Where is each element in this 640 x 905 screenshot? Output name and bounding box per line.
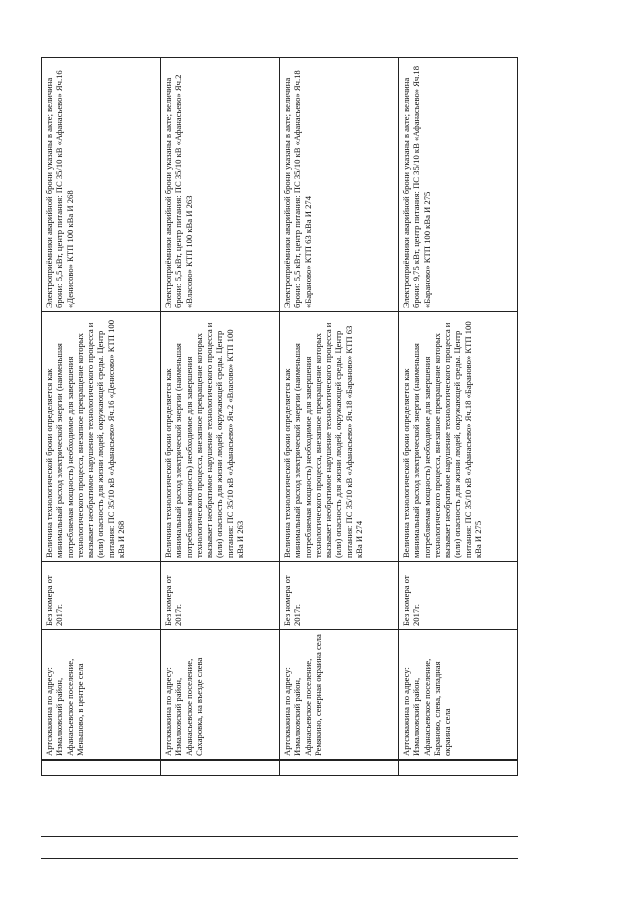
registration-cell: Без номера от 2017г. (280, 562, 399, 630)
emergency-reserve-cell: Электроприёмники аварийной брони указаны в акте; величина брони: 5,5 кВт, центр питания: ПС 35/10 кВ «Афанасьево» Яч.2 «Власово» КТП 100 кВа И 263 (161, 58, 280, 312)
tech-reserve-cell: Величина технологической брони определяется как минимальный расход электрической энергии (наименьшая потребляемая мощность) необходимое для завершения технологического процесса, внезапное прекращение которых вызывает необратимое нарушение технологического процесса и (или) опасность для жизни людей, окружающей среды. Центр питания: ПС 35/10 кВ «Афанасьево» Яч.18 «Бараново» КТП 63 кВа И 274 (280, 312, 399, 562)
tech-reserve-cell: Величина технологической брони определяется как минимальный расход электрической энергии (наименьшая потребляемая мощность) необходимое для завершения технологического процесса, внезапное прекращение которых вызывает необратимое нарушение технологического процесса и (или) опасность для жизни людей, окружающей среды. Центр питания: ПС 35/10 кВ «Афанасьево» Яч.2 «Власово» КТП 100 кВа И 263 (161, 312, 280, 562)
tech-reserve-cell: Величина технологической брони определяется как минимальный расход электрической энергии (наименьшая потребляемая мощность) необходимое для завершения технологического процесса, внезапное прекращение которых вызывает необратимое нарушение технологического процесса и (или) опасность для жизни людей, окружающей среды. Центр питания: ПС 35/10 кВ «Афанасьево» Яч.16 «Денисово» КТП 100 кВа И 268 (42, 312, 161, 562)
object-cell: Артскважина по адресу: Измалковский район, Афанасьевское поселение, Меньшово, в центре села (42, 630, 161, 760)
table-row (42, 58, 161, 776)
rule-line (41, 760, 518, 761)
index-cell (399, 760, 518, 776)
reserve-table (41, 57, 518, 776)
emergency-reserve-cell: Электроприёмники аварийной брони указаны в акте; величина брони: 9,75 кВт, центр питания: ПС 35/10 кВ «Афанасьево» Яч.18 «Бараново» КТП 100 кВа И 275 (399, 58, 518, 312)
registration-cell: Без номера от 2017г. (399, 562, 518, 630)
object-cell: Артскважина по адресу: Измалковский район, Афанасьевское поселение, Ремякино, северная окраина села (280, 630, 399, 760)
emergency-reserve-cell: Электроприёмники аварийной брони указаны в акте; величина брони: 5,5 кВт, центр питания: ПС 35/10 кВ «Афанасьево» Яч.16 «Денисово» КТП 100 кВа И 268 (42, 58, 161, 312)
table-row (161, 58, 280, 776)
rule-line (41, 858, 518, 859)
rotated-table-container (41, 58, 518, 776)
table-row (399, 58, 518, 776)
tech-reserve-cell: Величина технологической брони определяется как минимальный расход электрической энергии (наименьшая потребляемая мощность) необходимое для завершения технологического процесса, внезапное прекращение которых вызывает необратимое нарушение технологического процесса и (или) опасность для жизни людей, окружающей среды. Центр питания: ПС 35/10 кВ «Афанасьево» Яч.18 «Бараново» КТП 100 кВа И 275 (399, 312, 518, 562)
table-row (280, 58, 399, 776)
index-cell (42, 760, 161, 776)
index-cell (161, 760, 280, 776)
object-cell: Артскважина по адресу: Измалковский район, Афанасьевское поселение, Сахаровка, на въезде слева (161, 630, 280, 760)
rule-line (41, 836, 518, 837)
object-cell: Артскважина по адресу: Измалковский район, Афанасьевское поселение, Бараново, слева, западная окраина села (399, 630, 518, 760)
index-cell (280, 760, 399, 776)
registration-cell: Без номера от 2017г. (161, 562, 280, 630)
emergency-reserve-cell: Электроприёмники аварийной брони указаны в акте; величина брони: 5,5 кВт, центр питания: ПС 35/10 кВ «Афанасьево» Яч.18 «Бараново» КТП 63 кВа И 274 (280, 58, 399, 312)
registration-cell: Без номера от 2017г. (42, 562, 161, 630)
